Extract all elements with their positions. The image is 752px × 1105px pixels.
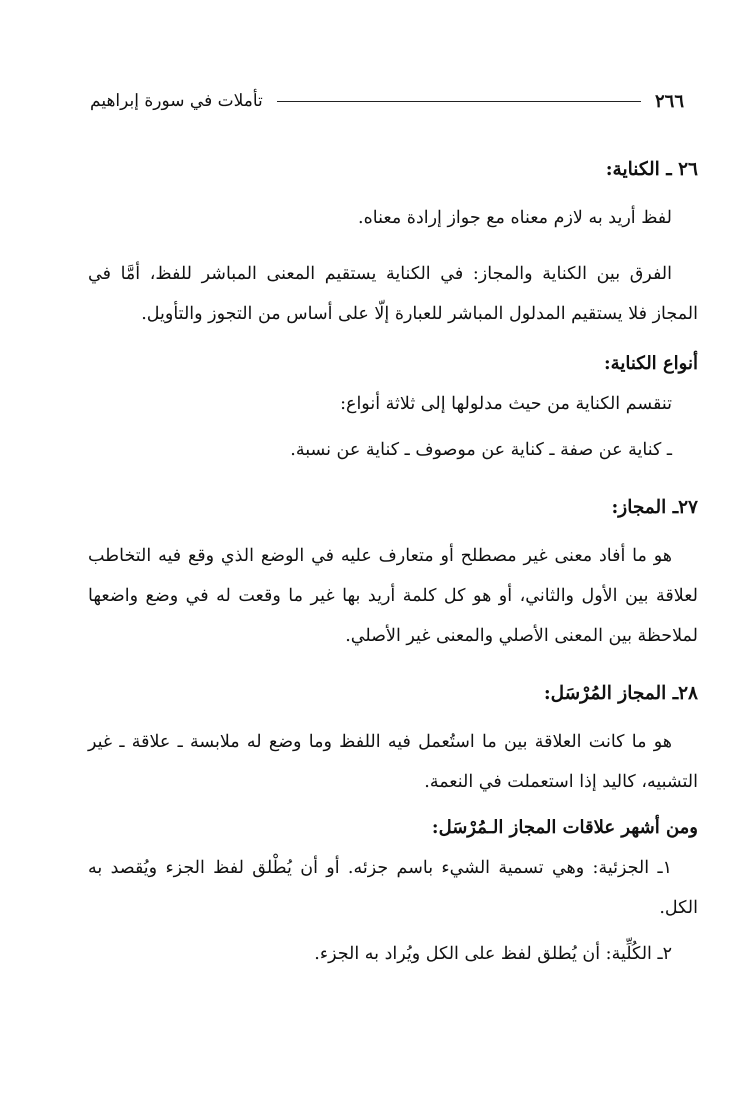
majaz-definition: هو ما أفاد معنى غير مصطلح أو متعارف عليه في الوضع الذي وقع فيه التخاطب لعلاقة بين الأول والثاني، أو هو كل كلمة أريد بها غير ما وقعت له في وضع واضعها لملاحظة بين المعنى الأصلي والمعنى غير الأصلي. [88, 546, 698, 646]
section-heading-kinaya: ٢٦ ـ الكناية: [605, 159, 698, 180]
relation-item-2: ٢ـ الكُلِّية: أن يُطلق لفظ على الكل ويُراد به الجزء. [314, 944, 672, 964]
kinaya-types-heading: أنواع الكناية: [604, 353, 698, 374]
relation-item-1: ١ـ الجزئية: وهي تسمية الشيء باسم جزئه. أو أن يُطْلق لفظ الجزء ويُقصد به الكل. [88, 858, 698, 918]
kinaya-difference: الفرق بين الكناية والمجاز: في الكناية يستقيم المعنى المباشر للفظ، أمَّا في المجاز فلا يستقيم المدلول المباشر للعبارة إلّا على أساس من التجوز والتأويل. [88, 264, 698, 324]
majaz-mursal-definition: هو ما كانت العلاقة بين ما استُعمل فيه اللفظ وما وضع له ملابسة ـ علاقة ـ غير التشبيه، كاليد إذا استعملت في النعمة. [88, 732, 698, 792]
kinaya-definition: لفظ أريد به لازم معناه مع جواز إرادة معناه. [358, 208, 672, 228]
kinaya-types-intro: تنقسم الكناية من حيث مدلولها إلى ثلاثة أنواع: [340, 394, 672, 414]
kinaya-types-list: ـ كناية عن صفة ـ كناية عن موصوف ـ كناية عن نسبة. [290, 440, 672, 460]
page-content [88, 148, 698, 984]
section-heading-majaz: ٢٧ـ المجاز: [611, 497, 698, 518]
running-head [90, 86, 684, 116]
book-title: تأملات في سورة إبراهيم [90, 91, 263, 111]
majaz-mursal-relations-heading: ومن أشهر علاقات المجاز الـمُرْسَل: [431, 817, 698, 838]
header-rule [277, 101, 641, 102]
section-heading-majaz-mursal: ٢٨ـ المجاز المُرْسَل: [543, 683, 698, 704]
page-number: ٢٦٦ [654, 90, 684, 112]
